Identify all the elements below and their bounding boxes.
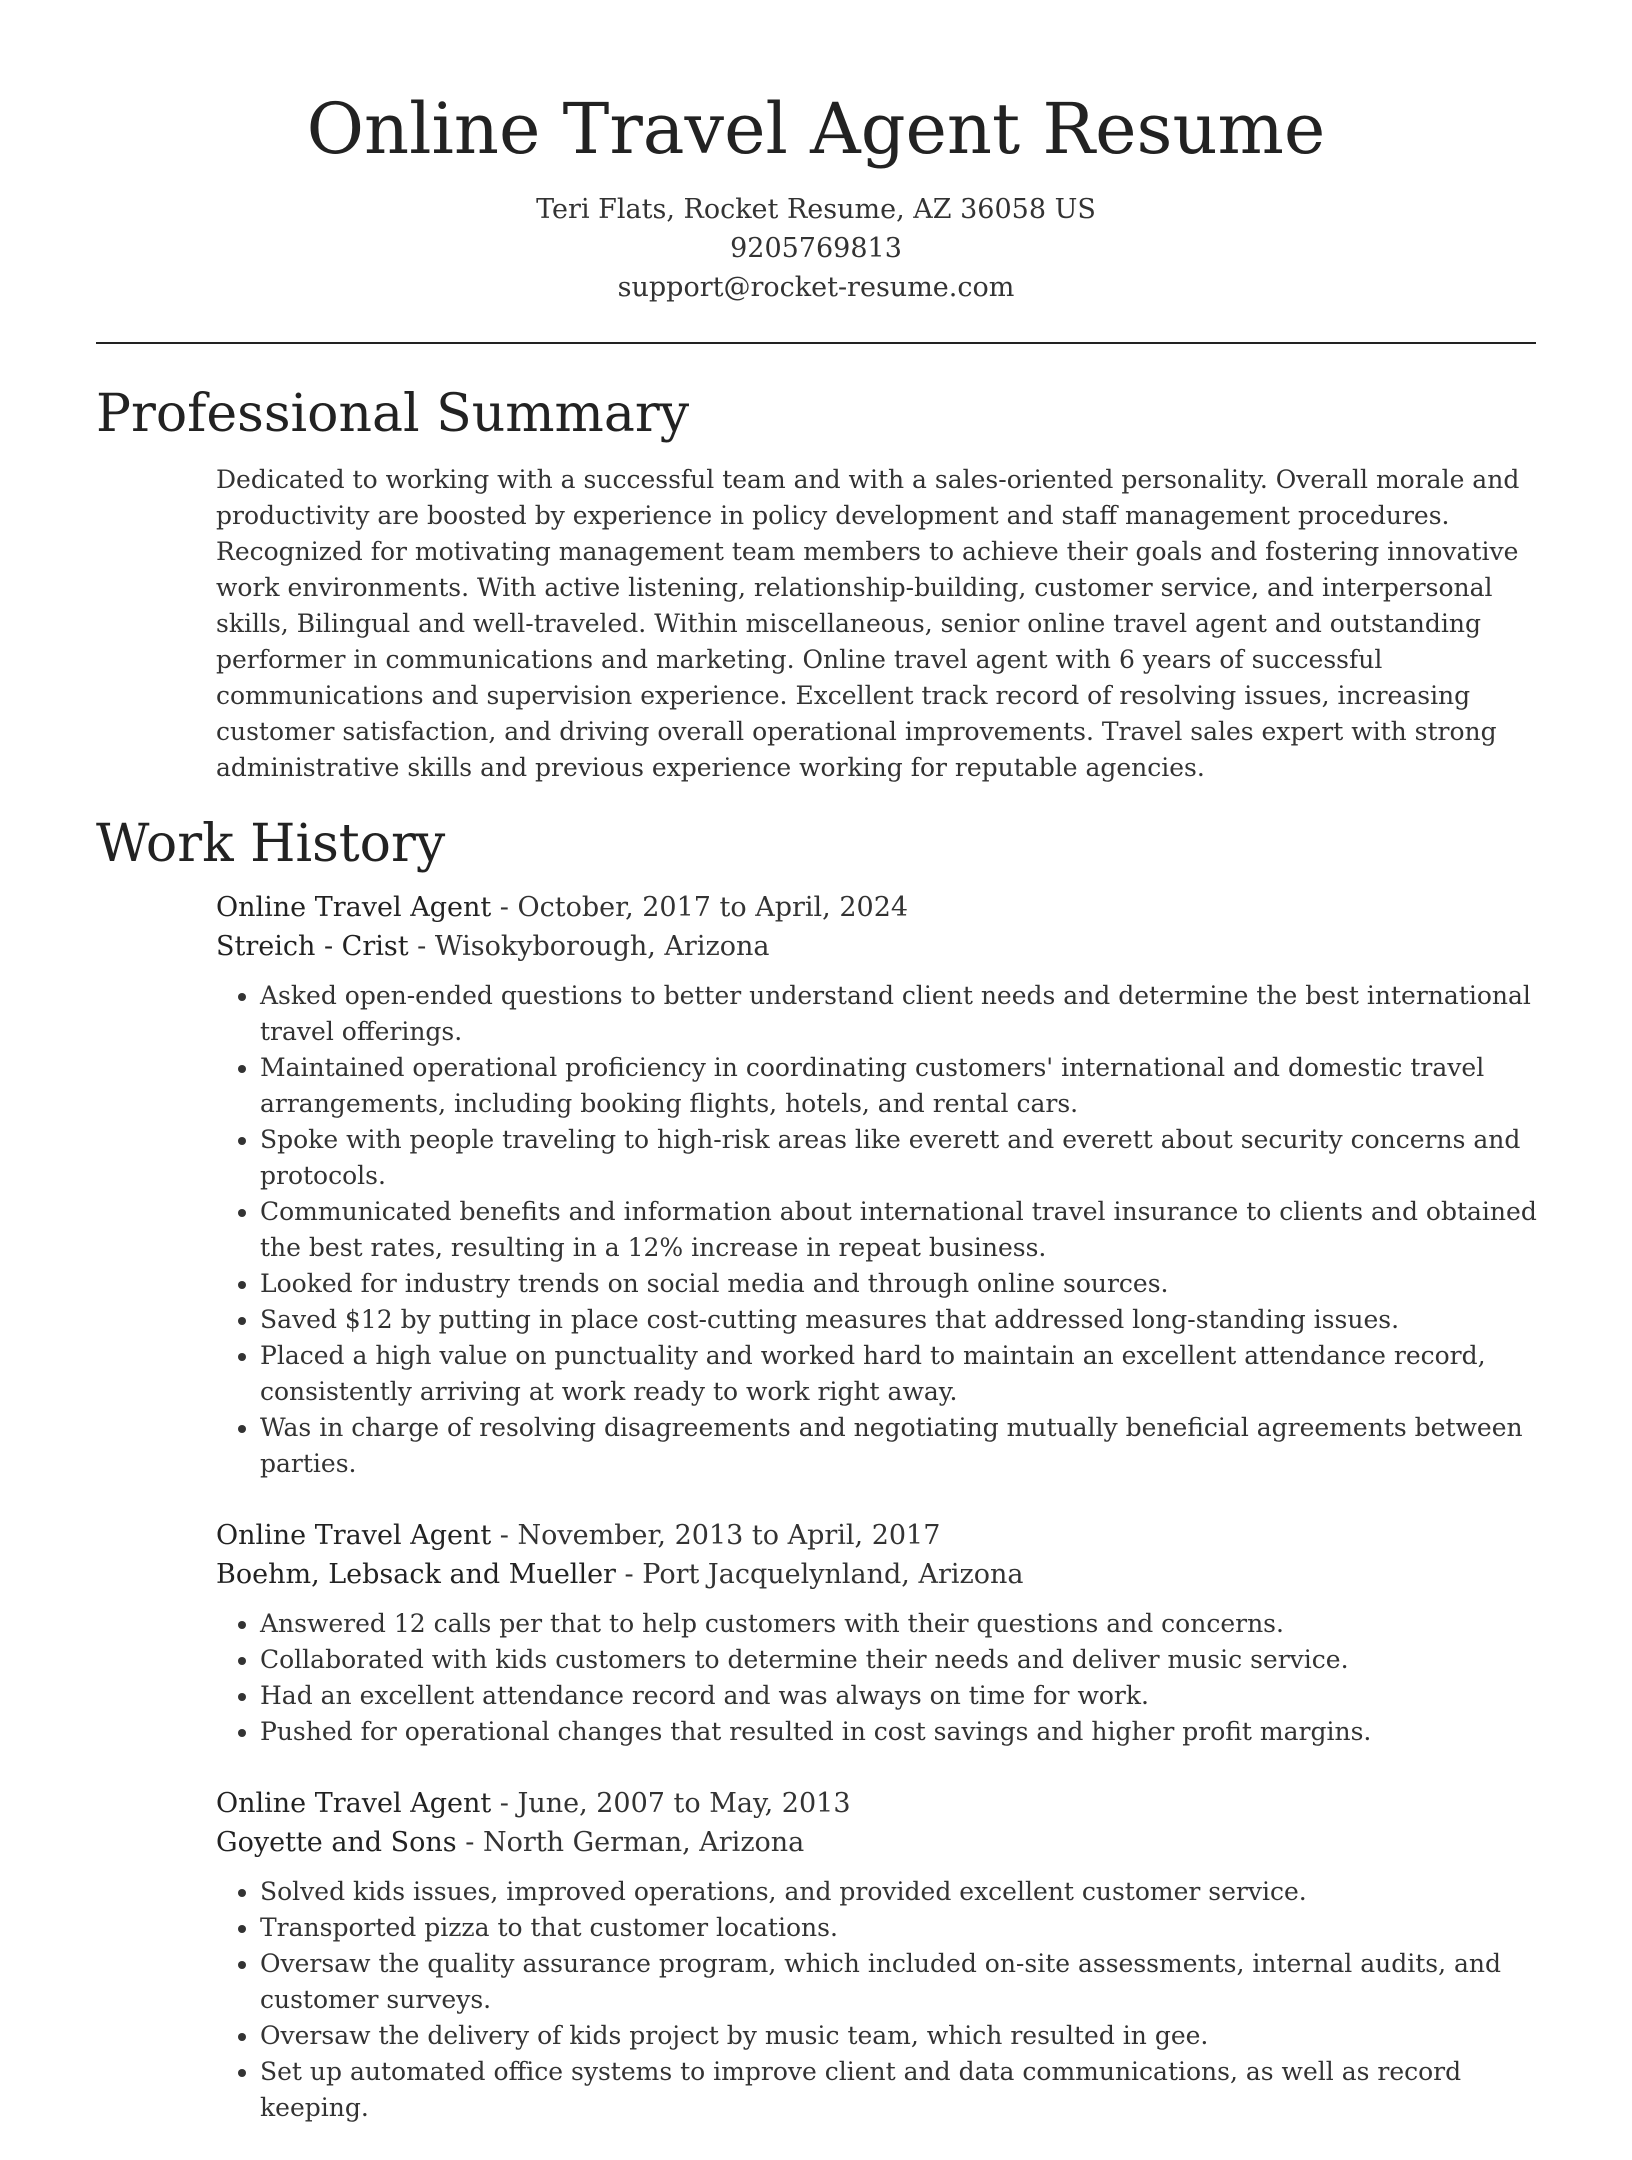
work-history-list [216, 888, 1546, 2160]
job-company-line [216, 1555, 1546, 1594]
header-divider [96, 342, 1536, 344]
job-location: - Port Jacquelynland, Arizona [615, 1559, 1024, 1590]
job-bullet: • Pushed for operational changes that resulted in cost savings and higher profit margins. [260, 1714, 1546, 1750]
job-bullets [216, 1606, 1546, 1750]
job-title: Online Travel Agent [216, 1520, 492, 1551]
job-bullet: • Looked for industry trends on social media and through online sources. [260, 1266, 1546, 1302]
job-bullet: • Collaborated with kids customers to determine their needs and deliver music service. [260, 1642, 1546, 1678]
job-bullet: • Had an excellent attendance record and was always on time for work. [260, 1678, 1546, 1714]
job-bullet: • Answered 12 calls per that to help customers with their questions and concerns. [260, 1606, 1546, 1642]
job-bullet: • Spoke with people traveling to high-risk areas like everett and everett about security concerns and protocols. [260, 1122, 1546, 1194]
job-bullet: • Asked open-ended questions to better understand client needs and determine the best international travel offerings. [260, 978, 1546, 1050]
job-bullet: • Was in charge of resolving disagreements and negotiating mutually beneficial agreements between parties. [260, 1410, 1546, 1482]
job-bullets [216, 1874, 1546, 2126]
job-bullet: • Solved kids issues, improved operations, and provided excellent customer service. [260, 1874, 1546, 1910]
contact-block [0, 190, 1632, 307]
contact-address: Teri Flats, Rocket Resume, AZ 36058 US [536, 194, 1096, 225]
contact-phone: 9205769813 [730, 233, 902, 264]
summary-text: Dedicated to working with a successful team and with a sales-oriented personality. Overall morale and productivity are boosted by experience in policy development and staff management procedures. Recognized for motivating management team members to achieve their goals and fostering innovative work environments. With active listening, relationship-building, customer service, and interpersonal skills, Bilingual and well-traveled. Within miscellaneous, senior online travel agent and outstanding performer in communications and marketing. Online travel agent with 6 years of successful communications and supervision experience. Excellent track record of resolving issues, increasing customer satisfaction, and driving overall operational improvements. Travel sales expert with strong administrative skills and previous experience working for reputable agencies. [216, 465, 1520, 782]
job-title-line [216, 1784, 1546, 1823]
job-title-line [216, 1516, 1546, 1555]
job-entry [216, 1784, 1546, 2126]
job-bullet: • Set up automated office systems to improve client and data communications, as well as record keeping. [260, 2054, 1546, 2126]
job-dates: - October, 2017 to April, 2024 [491, 892, 909, 923]
job-dates: - June, 2007 to May, 2013 [491, 1788, 851, 1819]
job-company-line [216, 1823, 1546, 1862]
job-company: Goyette and Sons [216, 1827, 457, 1858]
job-title-line [216, 888, 1546, 927]
job-bullet: • Communicated benefits and information about international travel insurance to clients and obtained the best rates, resulting in a 12% increase in repeat business. [260, 1194, 1546, 1266]
contact-email: support@rocket-resume.com [617, 272, 1015, 303]
job-bullet: • Placed a high value on punctuality and worked hard to maintain an excellent attendance record, consistently arriving at work ready to work right away. [260, 1338, 1546, 1410]
job-location: - Wisokyborough, Arizona [408, 931, 770, 962]
resume-title: Online Travel Agent Resume [306, 88, 1326, 170]
job-bullets [216, 978, 1546, 1482]
job-entry [216, 888, 1546, 1482]
job-bullet: • Saved $12 by putting in place cost-cutting measures that addressed long-standing issues. [260, 1302, 1546, 1338]
job-location: - North German, Arizona [456, 1827, 805, 1858]
job-entry [216, 1516, 1546, 1750]
job-bullet: • Transported pizza to that customer locations. [260, 1910, 1546, 1946]
job-title: Online Travel Agent [216, 892, 492, 923]
job-bullet: • Oversaw the quality assurance program, which included on-site assessments, internal audits, and customer surveys. [260, 1946, 1546, 2018]
job-bullet: • Oversaw the delivery of kids project by music team, which resulted in gee. [260, 2018, 1546, 2054]
job-dates: - November, 2013 to April, 2017 [491, 1520, 941, 1551]
job-company: Boehm, Lebsack and Mueller [216, 1559, 616, 1590]
job-title: Online Travel Agent [216, 1788, 492, 1819]
summary-heading: Professional Summary [96, 384, 690, 444]
job-bullet: • Maintained operational proficiency in coordinating customers' international and domestic travel arrangements, including booking flights, hotels, and rental cars. [260, 1050, 1546, 1122]
job-company-line [216, 927, 1546, 966]
job-company: Streich - Crist [216, 931, 409, 962]
work-history-heading: Work History [96, 814, 446, 874]
